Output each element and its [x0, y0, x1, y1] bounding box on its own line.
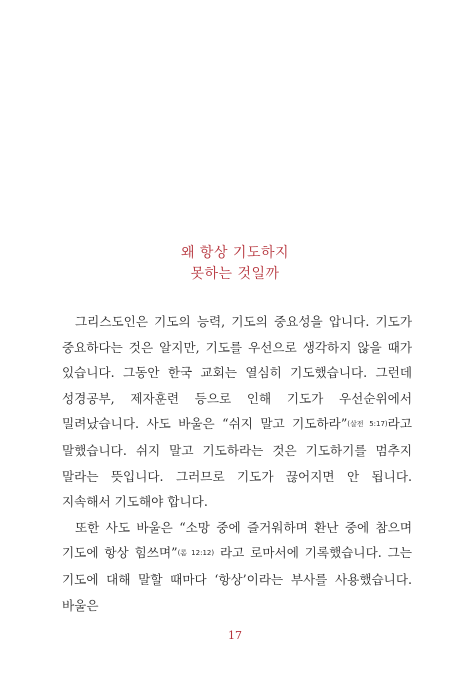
body-text — [62, 309, 412, 618]
paragraph-2-text: 또한 사도 바울은 “소망 중에 즐거워하며 환난 중에 참으며 기도에 항상 힘쓰며” — [62, 519, 412, 561]
paragraph-2 — [62, 515, 412, 618]
paragraph-2-text-after: 라고 로마서에 기록했습니다. 그는 기도에 대해 말할 때마다 ‘항상’이라는 부사를 사용했습니다. 바울은 — [62, 545, 412, 613]
bible-reference-1: (살전 5:17) — [347, 420, 388, 429]
bible-reference-2: (롬 12:12) — [177, 549, 215, 558]
chapter-heading-line-2: 못하는 것일까 — [190, 266, 280, 282]
paragraph-1 — [62, 309, 412, 515]
chapter-heading — [0, 243, 470, 285]
page-number: 17 — [228, 629, 242, 642]
paragraph-1-text-after: 라고 말했습니다. 쉬지 말고 기도하라는 것은 기도하기를 멈추지 말라는 뜻입니다. 그러므로 기도가 끊어지면 안 됩니다. 지속해서 기도해야 합니다. — [62, 416, 413, 510]
paragraph-1-text: 그리스도인은 기도의 능력, 기도의 중요성을 압니다. 기도가 중요하다는 것은 알지만, 기도를 우선으로 생각하지 않을 때가 있습니다. 그동안 한국 교회는 열심히 기도했습니다. 그런데 성경공부, 제자훈련 등으로 인해 기도가 우선순위에서 밀려났습니다. 사도 바울은 “쉬지 말고 기도하라” — [62, 314, 412, 432]
chapter-heading-line-1: 왜 항상 기도하지 — [180, 245, 290, 261]
